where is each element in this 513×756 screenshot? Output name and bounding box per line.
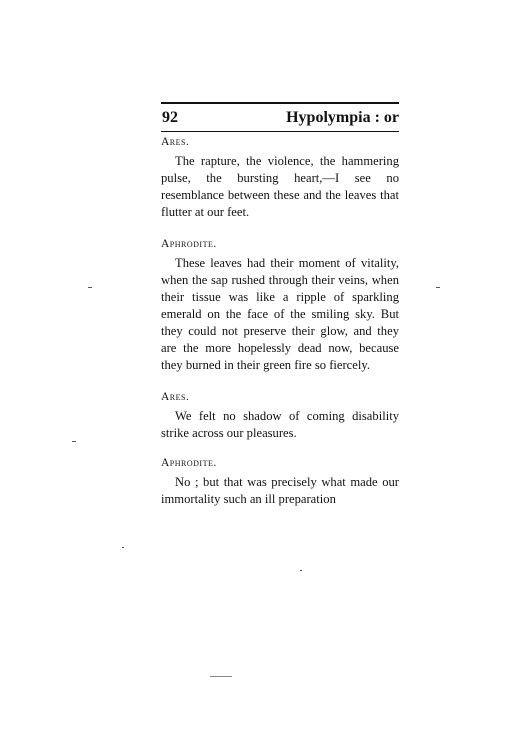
speaker-label: Aphrodite. [161, 238, 217, 250]
scan-speck [88, 287, 92, 288]
speech-paragraph: No ; but that was precisely what made our immortality such an ill preparation [161, 475, 399, 506]
running-title: Hypolympia : or [286, 108, 399, 126]
speaker-label: Aphrodite. [161, 457, 217, 469]
speaker-label: Ares. [161, 136, 190, 148]
speech-paragraph: These leaves had their moment of vitality, when the sap rushed through their veins, when their tissue was like a ripple of sparkling emerald on the face of the smiling sky. But they could not preserve their glow, and they are the more hopelessly dead now, because they burned in their green fire so fiercely. [161, 256, 399, 372]
scan-speck [122, 547, 124, 548]
speaker-label: Ares. [161, 391, 190, 403]
speech-paragraph: The rapture, the violence, the hammering pulse, the bursting heart,—I see no resemblance between these and the leaves that flutter at our feet. [161, 154, 399, 219]
scan-speck [436, 287, 440, 288]
scan-speck [300, 570, 302, 571]
speech-paragraph: We felt no shadow of coming disability strike across our pleasures. [161, 409, 399, 440]
scan-speck [210, 676, 232, 677]
running-header [161, 102, 399, 132]
page-body [161, 134, 399, 508]
scan-speck [72, 441, 76, 442]
page-number: 92 [162, 108, 178, 126]
